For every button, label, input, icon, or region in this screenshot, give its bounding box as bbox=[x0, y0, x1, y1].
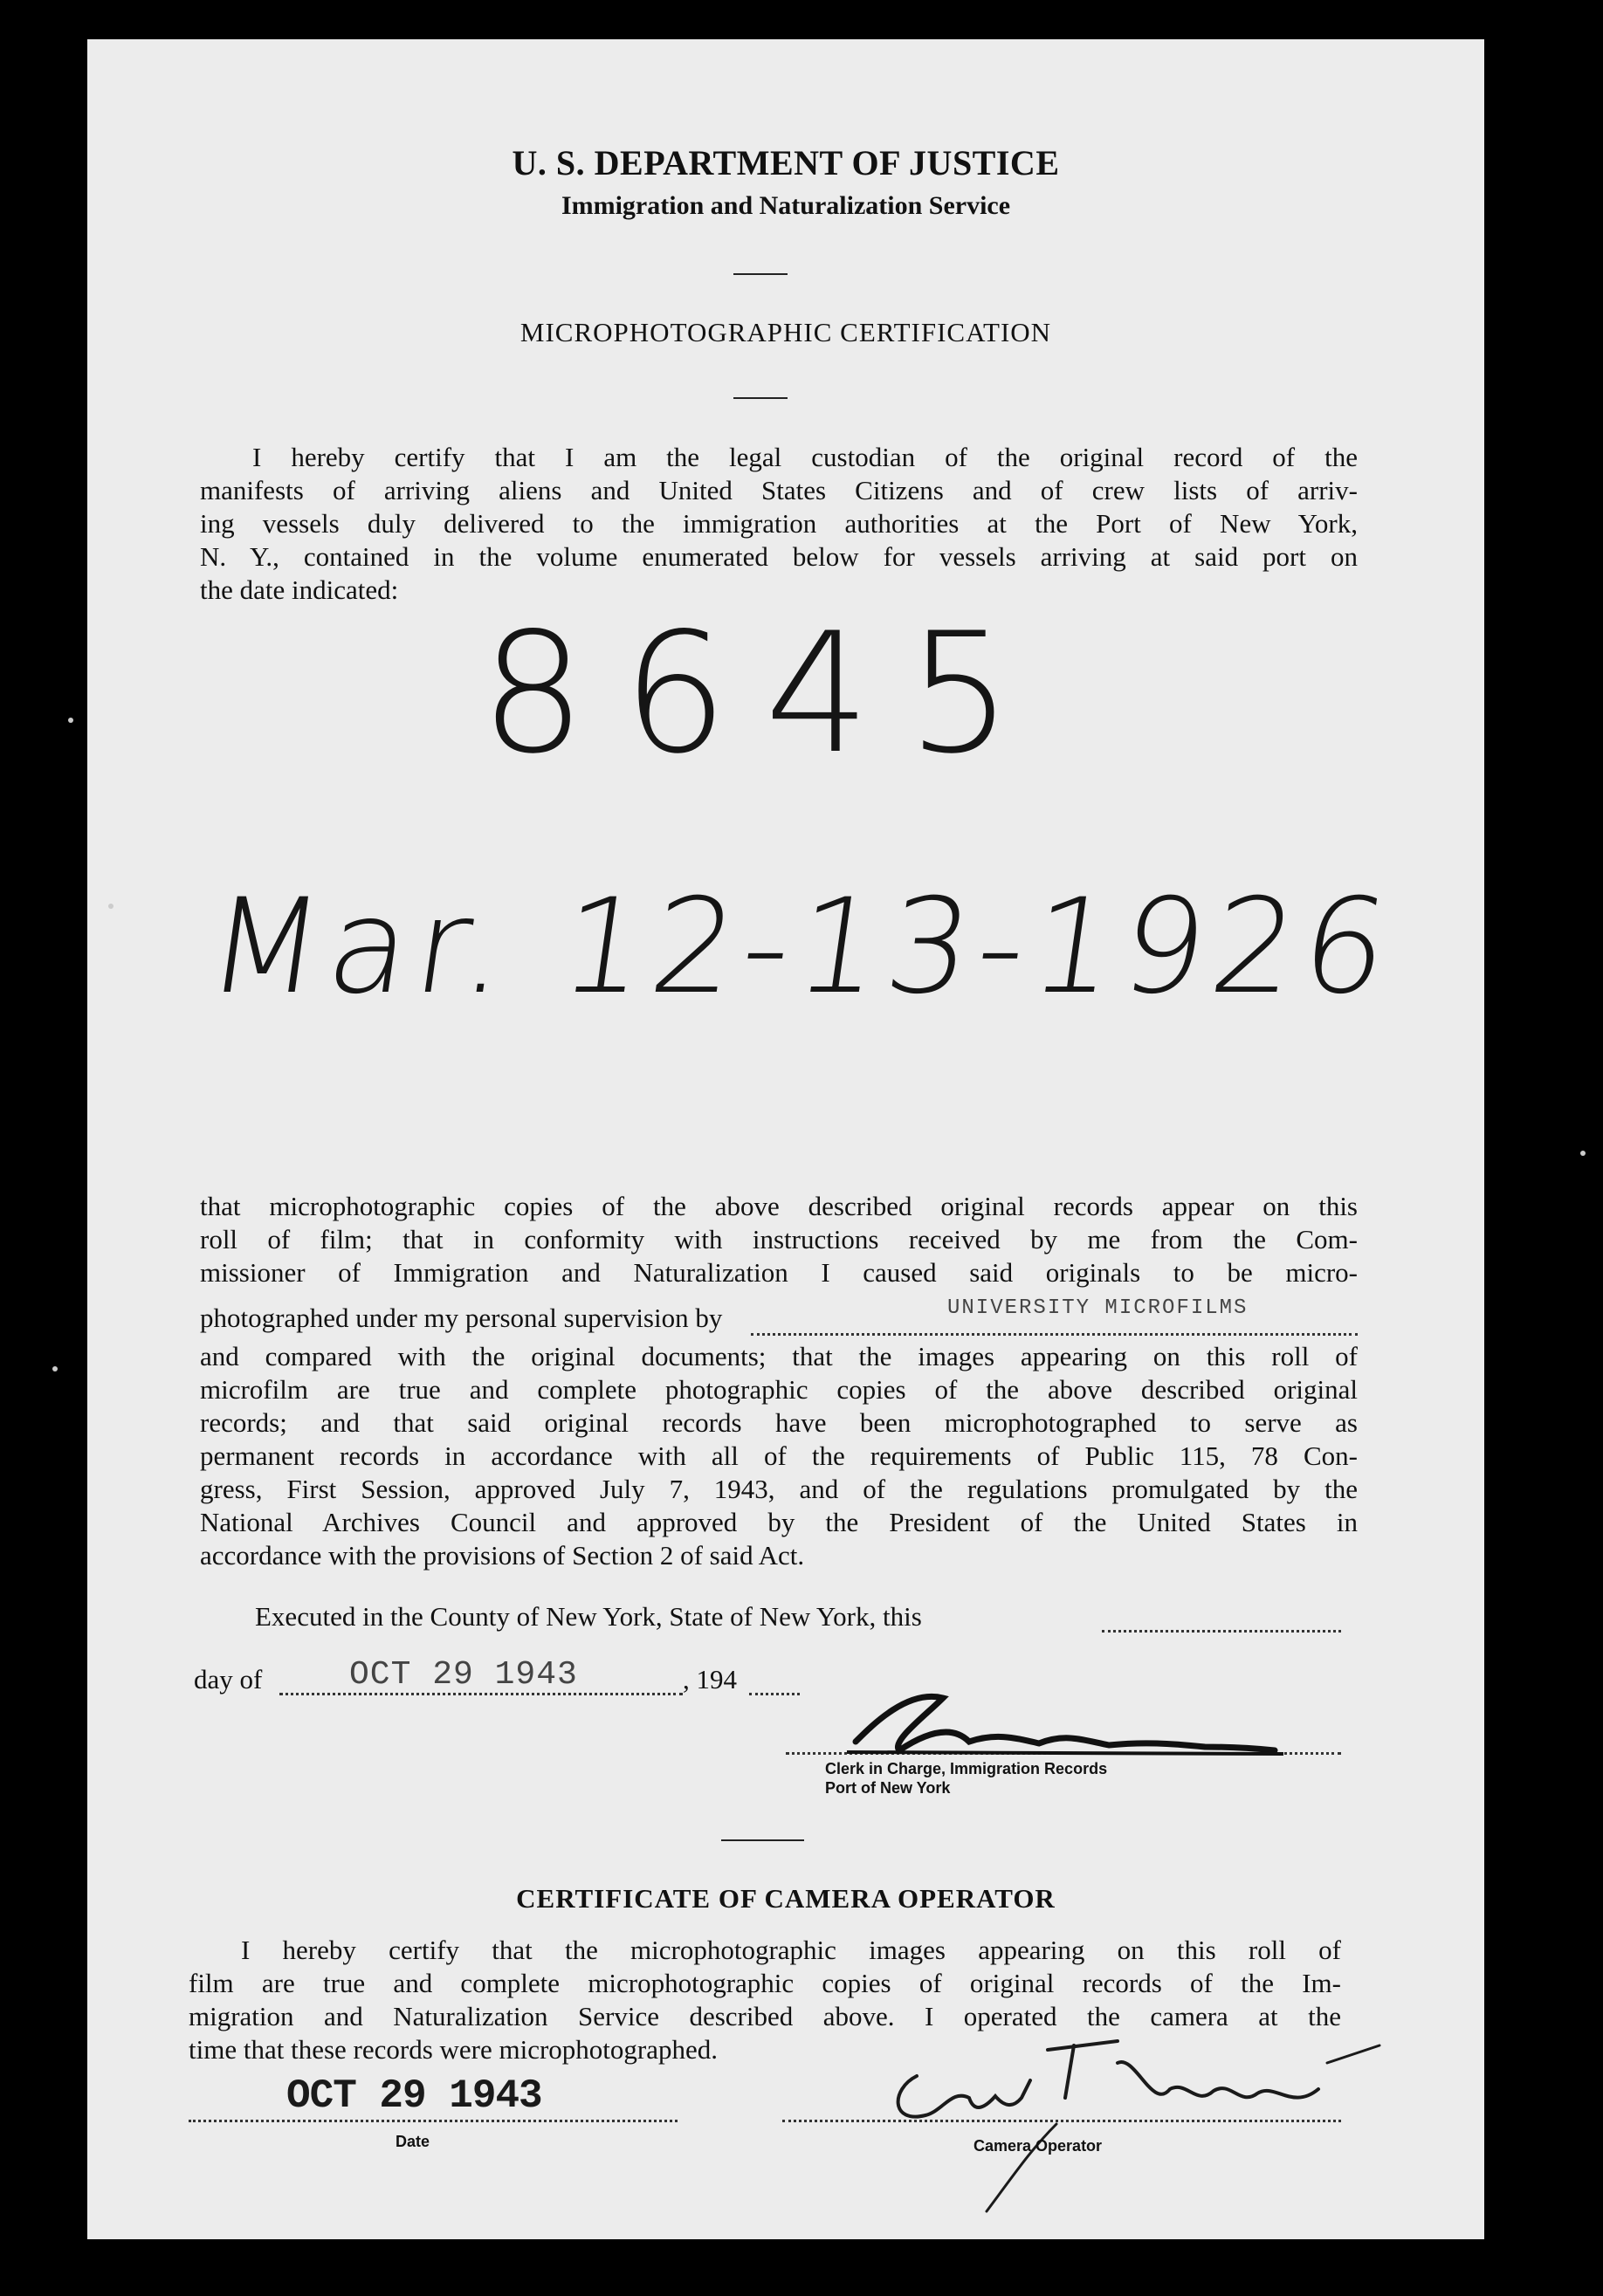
body-line: records; and that said original records have been microphotographed to serve as bbox=[200, 1407, 1358, 1438]
clerk-signature bbox=[838, 1672, 1292, 1768]
supervision-prefix: photographed under my personal supervision by bbox=[200, 1303, 723, 1333]
service-subtitle: Immigration and Naturalization Service bbox=[561, 191, 1011, 220]
operator-date-stamp: OCT 29 1943 bbox=[286, 2073, 542, 2119]
operator-label: Camera Operator bbox=[973, 2137, 1103, 2155]
operator-line: I hereby certify that the microphotographic images appearing on this roll of bbox=[241, 1935, 1341, 1965]
body-paragraph-continued bbox=[200, 1340, 1358, 1572]
certification-heading: MICROPHOTOGRAPHIC CERTIFICATION bbox=[519, 317, 1052, 347]
film-speck bbox=[108, 904, 114, 909]
handwritten-volume-number: 8645 bbox=[480, 597, 1049, 790]
department-title: U. S. DEPARTMENT OF JUSTICE bbox=[512, 143, 1060, 182]
body-line: missioner of Immigration and Naturalization I caused said originals to be micro- bbox=[200, 1257, 1358, 1288]
clerk-title: Clerk in Charge, Immigration Records bbox=[825, 1760, 1108, 1777]
operator-line: time that these records were microphotographed. bbox=[189, 2034, 718, 2065]
body-line: gress, First Session, approved July 7, 1943, and of the regulations promulgated by the bbox=[200, 1474, 1358, 1504]
operator-line: film are true and complete microphotographic copies of original records of the Im- bbox=[189, 1968, 1341, 1998]
supervision-dotted-line bbox=[751, 1333, 1358, 1336]
certificate-sheet bbox=[87, 39, 1484, 2239]
supervisor-stamp: UNIVERSITY MICROFILMS bbox=[947, 1296, 1249, 1320]
body-line: National Archives Council and approved by the President of the United States in bbox=[200, 1507, 1358, 1537]
operator-signature bbox=[856, 2028, 1397, 2220]
executed-text: Executed in the County of New York, State of New York, this bbox=[255, 1601, 922, 1632]
operator-heading: CERTIFICATE OF CAMERA OPERATOR bbox=[516, 1883, 1056, 1914]
intro-line: manifests of arriving aliens and United States Citizens and of crew lists of arriv- bbox=[200, 475, 1358, 505]
body-line: that microphotographic copies of the above described original records appear on this bbox=[200, 1191, 1358, 1221]
body-line: accordance with the provisions of Section 2 of said Act. bbox=[200, 1540, 805, 1571]
intro-line: I hereby certify that I am the legal custodian of the original record of the bbox=[252, 442, 1358, 472]
film-speck bbox=[52, 1366, 58, 1371]
intro-line: N. Y., contained in the volume enumerated below for vessels arriving at said port on bbox=[200, 541, 1358, 572]
executed-dotted-line bbox=[1102, 1630, 1341, 1633]
operator-date-line bbox=[189, 2120, 678, 2122]
intro-line: the date indicated: bbox=[200, 574, 399, 605]
body-line: microfilm are true and complete photographic copies of the above described original bbox=[200, 1374, 1358, 1405]
film-speck bbox=[1580, 1151, 1586, 1156]
day-of-label: day of bbox=[194, 1664, 263, 1695]
handwritten-volume-dates: Mar. 12-13-1926 bbox=[198, 871, 1405, 1023]
divider-top bbox=[733, 273, 788, 275]
intro-line: ing vessels duly delivered to the immigration authorities at the Port of New York, bbox=[200, 508, 1358, 539]
clerk-port: Port of New York bbox=[825, 1779, 951, 1797]
year-suffix: , 194 bbox=[683, 1664, 737, 1695]
operator-date-label: Date bbox=[396, 2133, 430, 2150]
execution-date-stamp: OCT 29 1943 bbox=[349, 1656, 578, 1694]
body-line: roll of film; that in conformity with instructions received by me from the Com- bbox=[200, 1224, 1358, 1255]
divider-heading bbox=[733, 397, 788, 399]
body-line: permanent records in accordance with all of the requirements of Public 115, 78 Con- bbox=[200, 1440, 1358, 1471]
film-speck bbox=[68, 718, 73, 723]
divider-bottom bbox=[721, 1839, 804, 1841]
body-line: and compared with the original documents; that the images appearing on this roll of bbox=[200, 1341, 1358, 1371]
intro-paragraph bbox=[200, 441, 1358, 607]
body-paragraph bbox=[200, 1190, 1358, 1289]
operator-line: migration and Naturalization Service described above. I operated the camera at the bbox=[189, 2001, 1341, 2031]
year-dotted-line bbox=[749, 1693, 800, 1695]
